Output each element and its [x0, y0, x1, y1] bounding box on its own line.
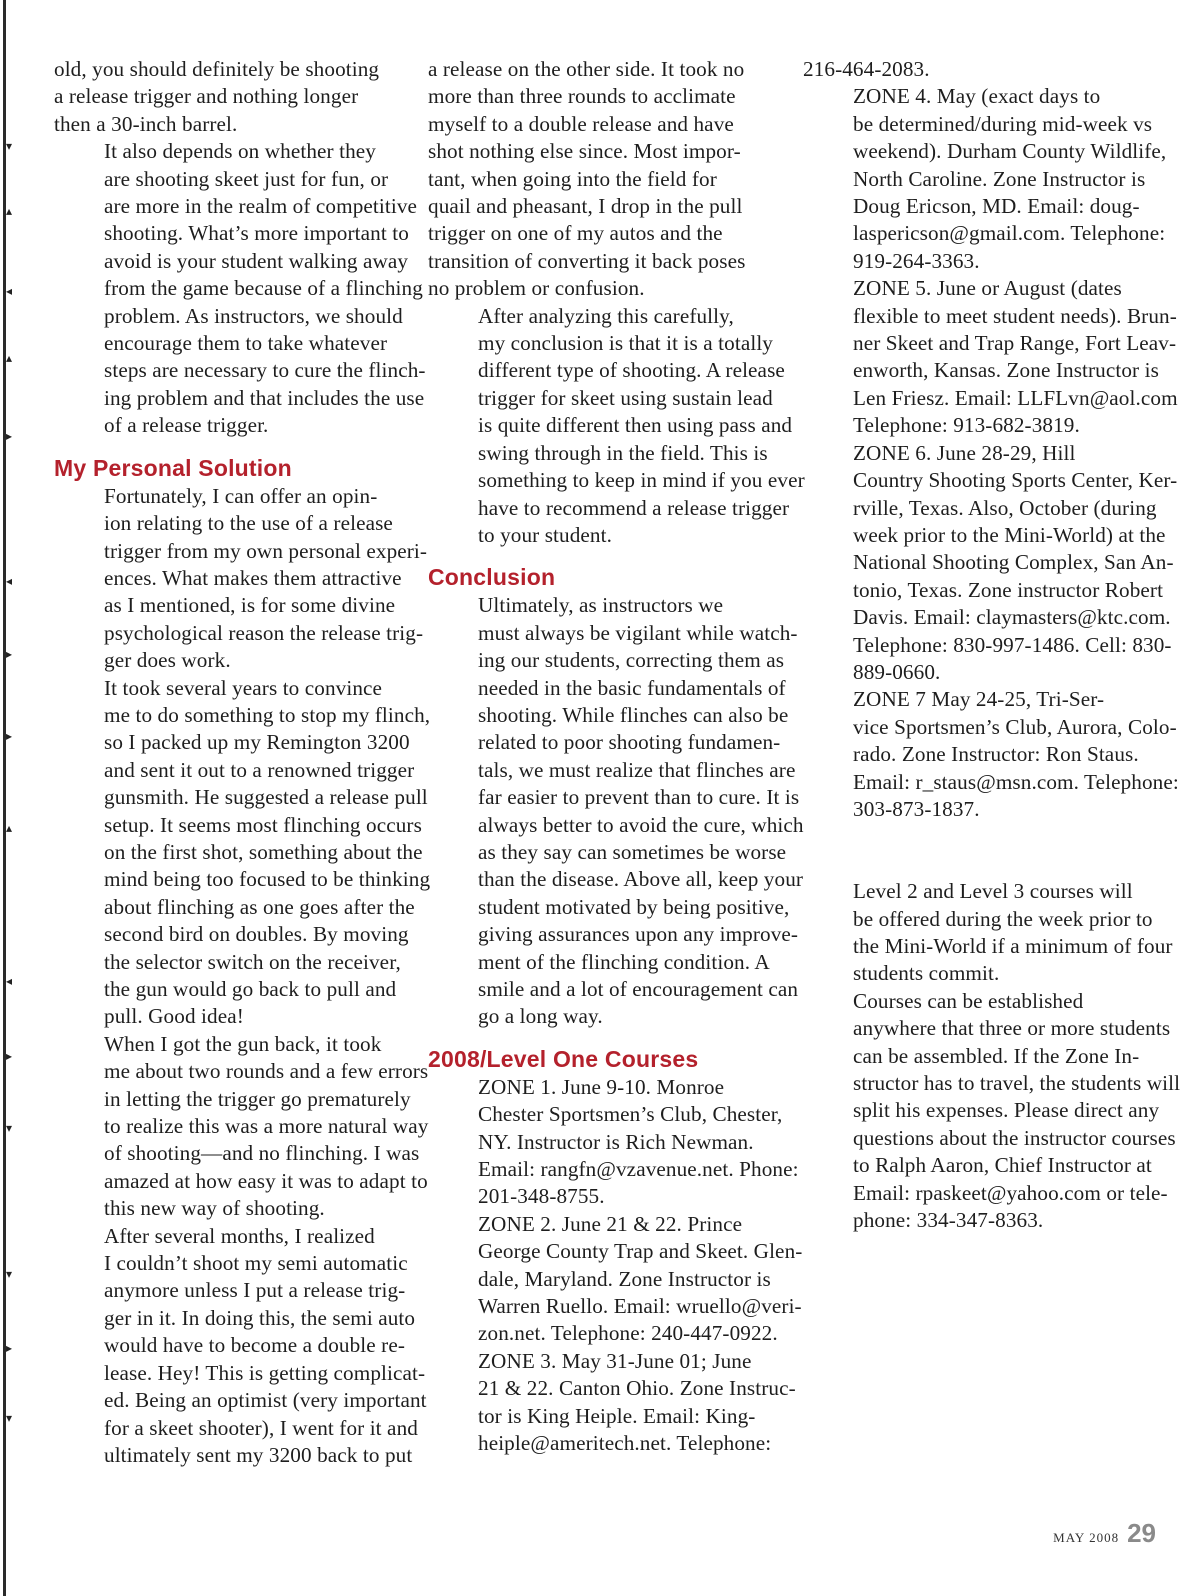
text-line: Telephone: 830-997-1486. Cell: 830-	[853, 632, 1172, 657]
text-line: ion relating to the use of a release	[104, 511, 393, 536]
binding-mark-icon: ◂	[6, 284, 13, 298]
text-line: as they say can sometimes be worse	[478, 839, 787, 864]
zone-listing	[803, 83, 1167, 275]
text-line: are more in the realm of competitive	[104, 194, 418, 219]
text-line: Courses can be established	[853, 988, 1084, 1013]
text-line: a release trigger and nothing longer	[54, 84, 359, 109]
text-line: ences. What makes them attractive	[104, 565, 402, 590]
text-line: trigger on one of my autos and the	[428, 221, 723, 246]
paragraph	[54, 138, 426, 439]
text-line: rville, Texas. Also, October (during	[853, 495, 1157, 520]
binding-mark-icon: ▾	[6, 1411, 13, 1425]
spacer	[803, 823, 1163, 850]
paragraph	[428, 56, 780, 303]
text-line: smile and a lot of encouragement can	[478, 977, 799, 1001]
text-line: me to do something to stop my flinch,	[104, 702, 431, 727]
text-line: steps are necessary to cure the flinch-	[104, 358, 426, 383]
text-line: 919-264-3363.	[853, 248, 980, 273]
binding-mark-icon: ▴	[6, 821, 13, 835]
page-number: 29	[1127, 1518, 1156, 1548]
section-heading-conclusion: Conclusion	[428, 564, 556, 591]
text-line: something to keep in mind if you ever	[478, 468, 805, 493]
text-line: as I mentioned, is for some divine	[104, 593, 396, 618]
text-line: After several months, I realized	[104, 1223, 375, 1248]
text-line: no problem or confusion.	[428, 276, 645, 301]
text-line: phone: 334-347-8363.	[853, 1208, 1044, 1233]
text-line: ger in it. In doing this, the semi auto	[104, 1305, 416, 1330]
paragraph	[803, 878, 1173, 988]
text-line: ment of the flinching condition. A	[478, 949, 770, 974]
text-line: myself to a double release and have	[428, 111, 734, 136]
text-line: ZONE 3. May 31-June 01; June	[478, 1348, 752, 1373]
text-line: to Ralph Aaron, Chief Instructor at	[853, 1153, 1152, 1178]
text-line: 889-0660.	[853, 659, 941, 684]
text-line: about flinching as one goes after the	[104, 894, 415, 919]
text-line: always better to avoid the cure, which	[478, 812, 804, 837]
text-line: shooting. What’s more important to	[104, 221, 409, 246]
text-line: ZONE 5. June or August (dates	[853, 276, 1122, 301]
text-line: amazed at how easy it was to adapt to	[104, 1168, 428, 1193]
text-line: pull. Good idea!	[104, 1004, 244, 1029]
text-line: vice Sportsmen’s Club, Aurora, Colo-	[853, 714, 1177, 739]
text-line: so I packed up my Remington 3200	[104, 730, 410, 755]
text-line: are shooting skeet just for fun, or	[104, 166, 389, 191]
binding-edge	[0, 0, 24, 1596]
text-line: different type of shooting. A release	[478, 358, 785, 383]
text-line: It took several years to convince	[104, 675, 383, 700]
section-heading-level-one-courses: 2008/Level One Courses	[428, 1045, 699, 1072]
text-line: dale, Maryland. Zone Instructor is	[478, 1266, 771, 1291]
zone-listing	[803, 440, 1178, 687]
text-line: can be assembled. If the Zone In-	[853, 1043, 1140, 1068]
paragraph	[54, 1223, 427, 1470]
text-line: second bird on doubles. By moving	[104, 922, 409, 947]
text-line: ultimately sent my 3200 back to put	[104, 1442, 413, 1467]
text-line: in letting the trigger go prematurely	[104, 1086, 411, 1111]
text-line: encourage them to take whatever	[104, 331, 388, 356]
text-line: zon.net. Telephone: 240-447-0922.	[478, 1321, 778, 1346]
text-line: Ultimately, as instructors we	[478, 593, 724, 618]
article-column-2	[428, 56, 805, 1458]
binding-mark-icon: ▸	[6, 1049, 13, 1063]
paragraph	[428, 303, 805, 550]
text-line: ed. Being an optimist (very important	[104, 1388, 427, 1413]
text-line: shot nothing else since. Most impor-	[428, 139, 741, 164]
text-line: structor has to travel, the students will	[853, 1071, 1181, 1095]
text-line: enworth, Kansas. Zone Instructor is	[853, 358, 1159, 383]
zone-listing	[428, 1211, 803, 1348]
paragraph	[54, 56, 406, 138]
text-line: from the game because of a flinching	[104, 276, 423, 301]
text-line: be offered during the week prior to	[853, 906, 1153, 931]
text-line: After analyzing this carefully,	[478, 303, 734, 328]
text-line: ZONE 4. May (exact days to	[853, 84, 1101, 109]
text-line: to your student.	[478, 522, 613, 547]
text-line: far easier to prevent than to cure. It is	[478, 785, 800, 810]
text-line: avoid is your student walking away	[104, 248, 409, 273]
text-line: Davis. Email: claymasters@ktc.com.	[853, 605, 1171, 630]
text-line: 201-348-8755.	[478, 1184, 605, 1209]
text-line: my conclusion is that it is a totally	[478, 331, 773, 356]
binding-mark-icon: ▴	[6, 204, 13, 218]
text-line: the gun would go back to pull and	[104, 977, 397, 1001]
text-line: tals, we must realize that flinches are	[478, 757, 796, 782]
text-line: tor is King Heiple. Email: King-	[478, 1403, 756, 1428]
text-line: than the disease. Above all, keep your	[478, 867, 804, 892]
text-line: go a long way.	[478, 1004, 603, 1029]
text-line: problem. As instructors, we should	[104, 303, 403, 328]
text-line: 303-873-1837.	[853, 796, 980, 821]
text-line: setup. It seems most flinching occurs	[104, 812, 422, 837]
text-line: ZONE 2. June 21 & 22. Prince	[478, 1211, 743, 1236]
text-line: Email: rangfn@vzavenue.net. Phone:	[478, 1157, 799, 1182]
text-line: more than three rounds to acclimate	[428, 84, 736, 109]
zone-listing	[803, 275, 1178, 439]
text-line: students commit.	[853, 961, 1000, 986]
text-line: When I got the gun back, it took	[104, 1031, 382, 1056]
text-line: It also depends on whether they	[104, 139, 376, 164]
text-line: Fortunately, I can offer an opin-	[104, 483, 378, 508]
issue-date: MAY 2008	[1053, 1530, 1120, 1545]
text-line: flexible to meet student needs). Brun-	[853, 303, 1177, 328]
text-line: Email: r_staus@msn.com. Telephone:	[853, 769, 1179, 794]
text-line: National Shooting Complex, San An-	[853, 550, 1174, 575]
binding-mark-icon: ▾	[6, 1121, 13, 1135]
binding-mark-icon: ▾	[6, 139, 13, 153]
text-line: trigger for skeet using sustain lead	[478, 385, 773, 410]
article-column-1	[54, 56, 431, 1469]
text-line: shooting. While flinches can also be	[478, 702, 789, 727]
binding-mark-icon: ▸	[6, 429, 13, 443]
text-line: old, you should definitely be shooting	[54, 57, 380, 81]
text-line: weekend). Durham County Wildlife,	[853, 139, 1167, 164]
text-line: heiple@ameritech.net. Telephone:	[478, 1431, 772, 1456]
text-line: of shooting—and no flinching. I was	[104, 1141, 420, 1166]
text-line: of a release trigger.	[104, 413, 269, 438]
text-line: needed in the basic fundamentals of	[478, 675, 786, 700]
paragraph	[803, 988, 1181, 1235]
text-line: ing problem and that includes the use	[104, 385, 425, 410]
text-line: Email: rpaskeet@yahoo.com or tele-	[853, 1180, 1168, 1205]
text-line: Len Friesz. Email: LLFLvn@aol.com	[853, 385, 1178, 410]
text-line: on the first shot, something about the	[104, 839, 423, 864]
text-line: questions about the instructor courses	[853, 1125, 1176, 1150]
text-line: psychological reason the release trig-	[104, 620, 424, 645]
text-line: ger does work.	[104, 648, 231, 673]
text-line: 21 & 22. Canton Ohio. Zone Instruc-	[478, 1376, 796, 1401]
paragraph	[428, 592, 804, 1031]
text-line: Warren Ruello. Email: wruello@veri-	[478, 1294, 802, 1319]
binding-line	[3, 0, 6, 1596]
paragraph	[54, 1031, 429, 1223]
text-line: swing through in the field. This is	[478, 440, 768, 465]
text-line: George County Trap and Skeet. Glen-	[478, 1239, 803, 1264]
text-line: ZONE 1. June 9-10. Monroe	[478, 1074, 725, 1099]
binding-mark-icon: ▸	[6, 1341, 13, 1355]
zone-listing	[803, 686, 1179, 823]
text-line: 216-464-2083.	[803, 57, 930, 81]
text-line: be determined/during mid-week vs	[853, 111, 1153, 136]
binding-mark-icon: ◂	[6, 574, 13, 588]
text-line: tant, when going into the field for	[428, 166, 717, 191]
text-line: anywhere that three or more students	[853, 1016, 1171, 1041]
text-line: NY. Instructor is Rich Newman.	[478, 1129, 754, 1154]
text-line: week prior to the Mini-World) at the	[853, 522, 1166, 547]
section-heading-personal-solution: My Personal Solution	[54, 454, 292, 481]
spacer	[803, 851, 1163, 878]
text-line: tonio, Texas. Zone instructor Robert	[853, 577, 1164, 602]
text-line: Doug Ericson, MD. Email: doug-	[853, 194, 1140, 219]
text-line: Country Shooting Sports Center, Ker-	[853, 468, 1178, 493]
text-line: split his expenses. Please direct any	[853, 1098, 1160, 1123]
text-line: ZONE 6. June 28-29, Hill	[853, 440, 1076, 465]
binding-mark-icon: ▸	[6, 729, 13, 743]
text-line: related to poor shooting fundamen-	[478, 730, 781, 755]
binding-mark-icon: ◂	[6, 974, 13, 988]
text-line: ZONE 7 May 24-25, Tri-Ser-	[853, 687, 1105, 712]
text-line: a release on the other side. It took no	[428, 57, 745, 81]
text-line: trigger from my own personal experi-	[104, 538, 428, 563]
text-line: giving assurances upon any improve-	[478, 922, 799, 947]
text-line: laspericson@gmail.com. Telephone:	[853, 221, 1166, 246]
text-line: to realize this was a more natural way	[104, 1114, 429, 1139]
zone-listing	[428, 1348, 796, 1458]
text-line: Level 2 and Level 3 courses will	[853, 879, 1133, 904]
binding-mark-icon: ▾	[6, 1267, 13, 1281]
text-line: me about two rounds and a few errors	[104, 1059, 429, 1084]
text-line: rado. Zone Instructor: Ron Staus.	[853, 742, 1139, 767]
zone-listing	[428, 1074, 799, 1211]
text-line: transition of converting it back poses	[428, 248, 746, 273]
page-footer	[1053, 1518, 1156, 1549]
text-line: gunsmith. He suggested a release pull	[104, 785, 428, 810]
text-line: then a 30-inch barrel.	[54, 111, 238, 136]
text-line: is quite different then using pass and	[478, 413, 793, 438]
text-line: the Mini-World if a minimum of four	[853, 933, 1173, 958]
text-line: student motivated by being positive,	[478, 894, 790, 919]
text-line: mind being too focused to be thinking	[104, 867, 431, 892]
binding-mark-icon: ▸	[6, 647, 13, 661]
text-line: I couldn’t shoot my semi automatic	[104, 1251, 408, 1276]
text-line: and sent it out to a renowned trigger	[104, 757, 415, 782]
article-column-3	[803, 56, 1181, 1234]
text-line: would have to become a double re-	[104, 1333, 405, 1358]
binding-mark-icon: ▴	[6, 351, 13, 365]
text-line: quail and pheasant, I drop in the pull	[428, 194, 743, 219]
text-line: for a skeet shooter), I went for it and	[104, 1415, 418, 1440]
paragraph	[54, 483, 428, 675]
zone-listing-continued	[803, 56, 1163, 83]
text-line: ner Skeet and Trap Range, Fort Leav-	[853, 331, 1177, 356]
text-line: ing our students, correcting them as	[478, 648, 785, 673]
text-line: the selector switch on the receiver,	[104, 949, 401, 974]
text-line: anymore unless I put a release trig-	[104, 1278, 406, 1303]
text-line: have to recommend a release trigger	[478, 495, 790, 520]
text-line: Telephone: 913-682-3819.	[853, 413, 1080, 438]
text-line: lease. Hey! This is getting complicat-	[104, 1360, 426, 1385]
text-line: must always be vigilant while watch-	[478, 620, 798, 645]
text-line: Chester Sportsmen’s Club, Chester,	[478, 1102, 783, 1127]
text-line: North Caroline. Zone Instructor is	[853, 166, 1146, 191]
text-line: this new way of shooting.	[104, 1196, 325, 1221]
paragraph	[54, 675, 431, 1031]
